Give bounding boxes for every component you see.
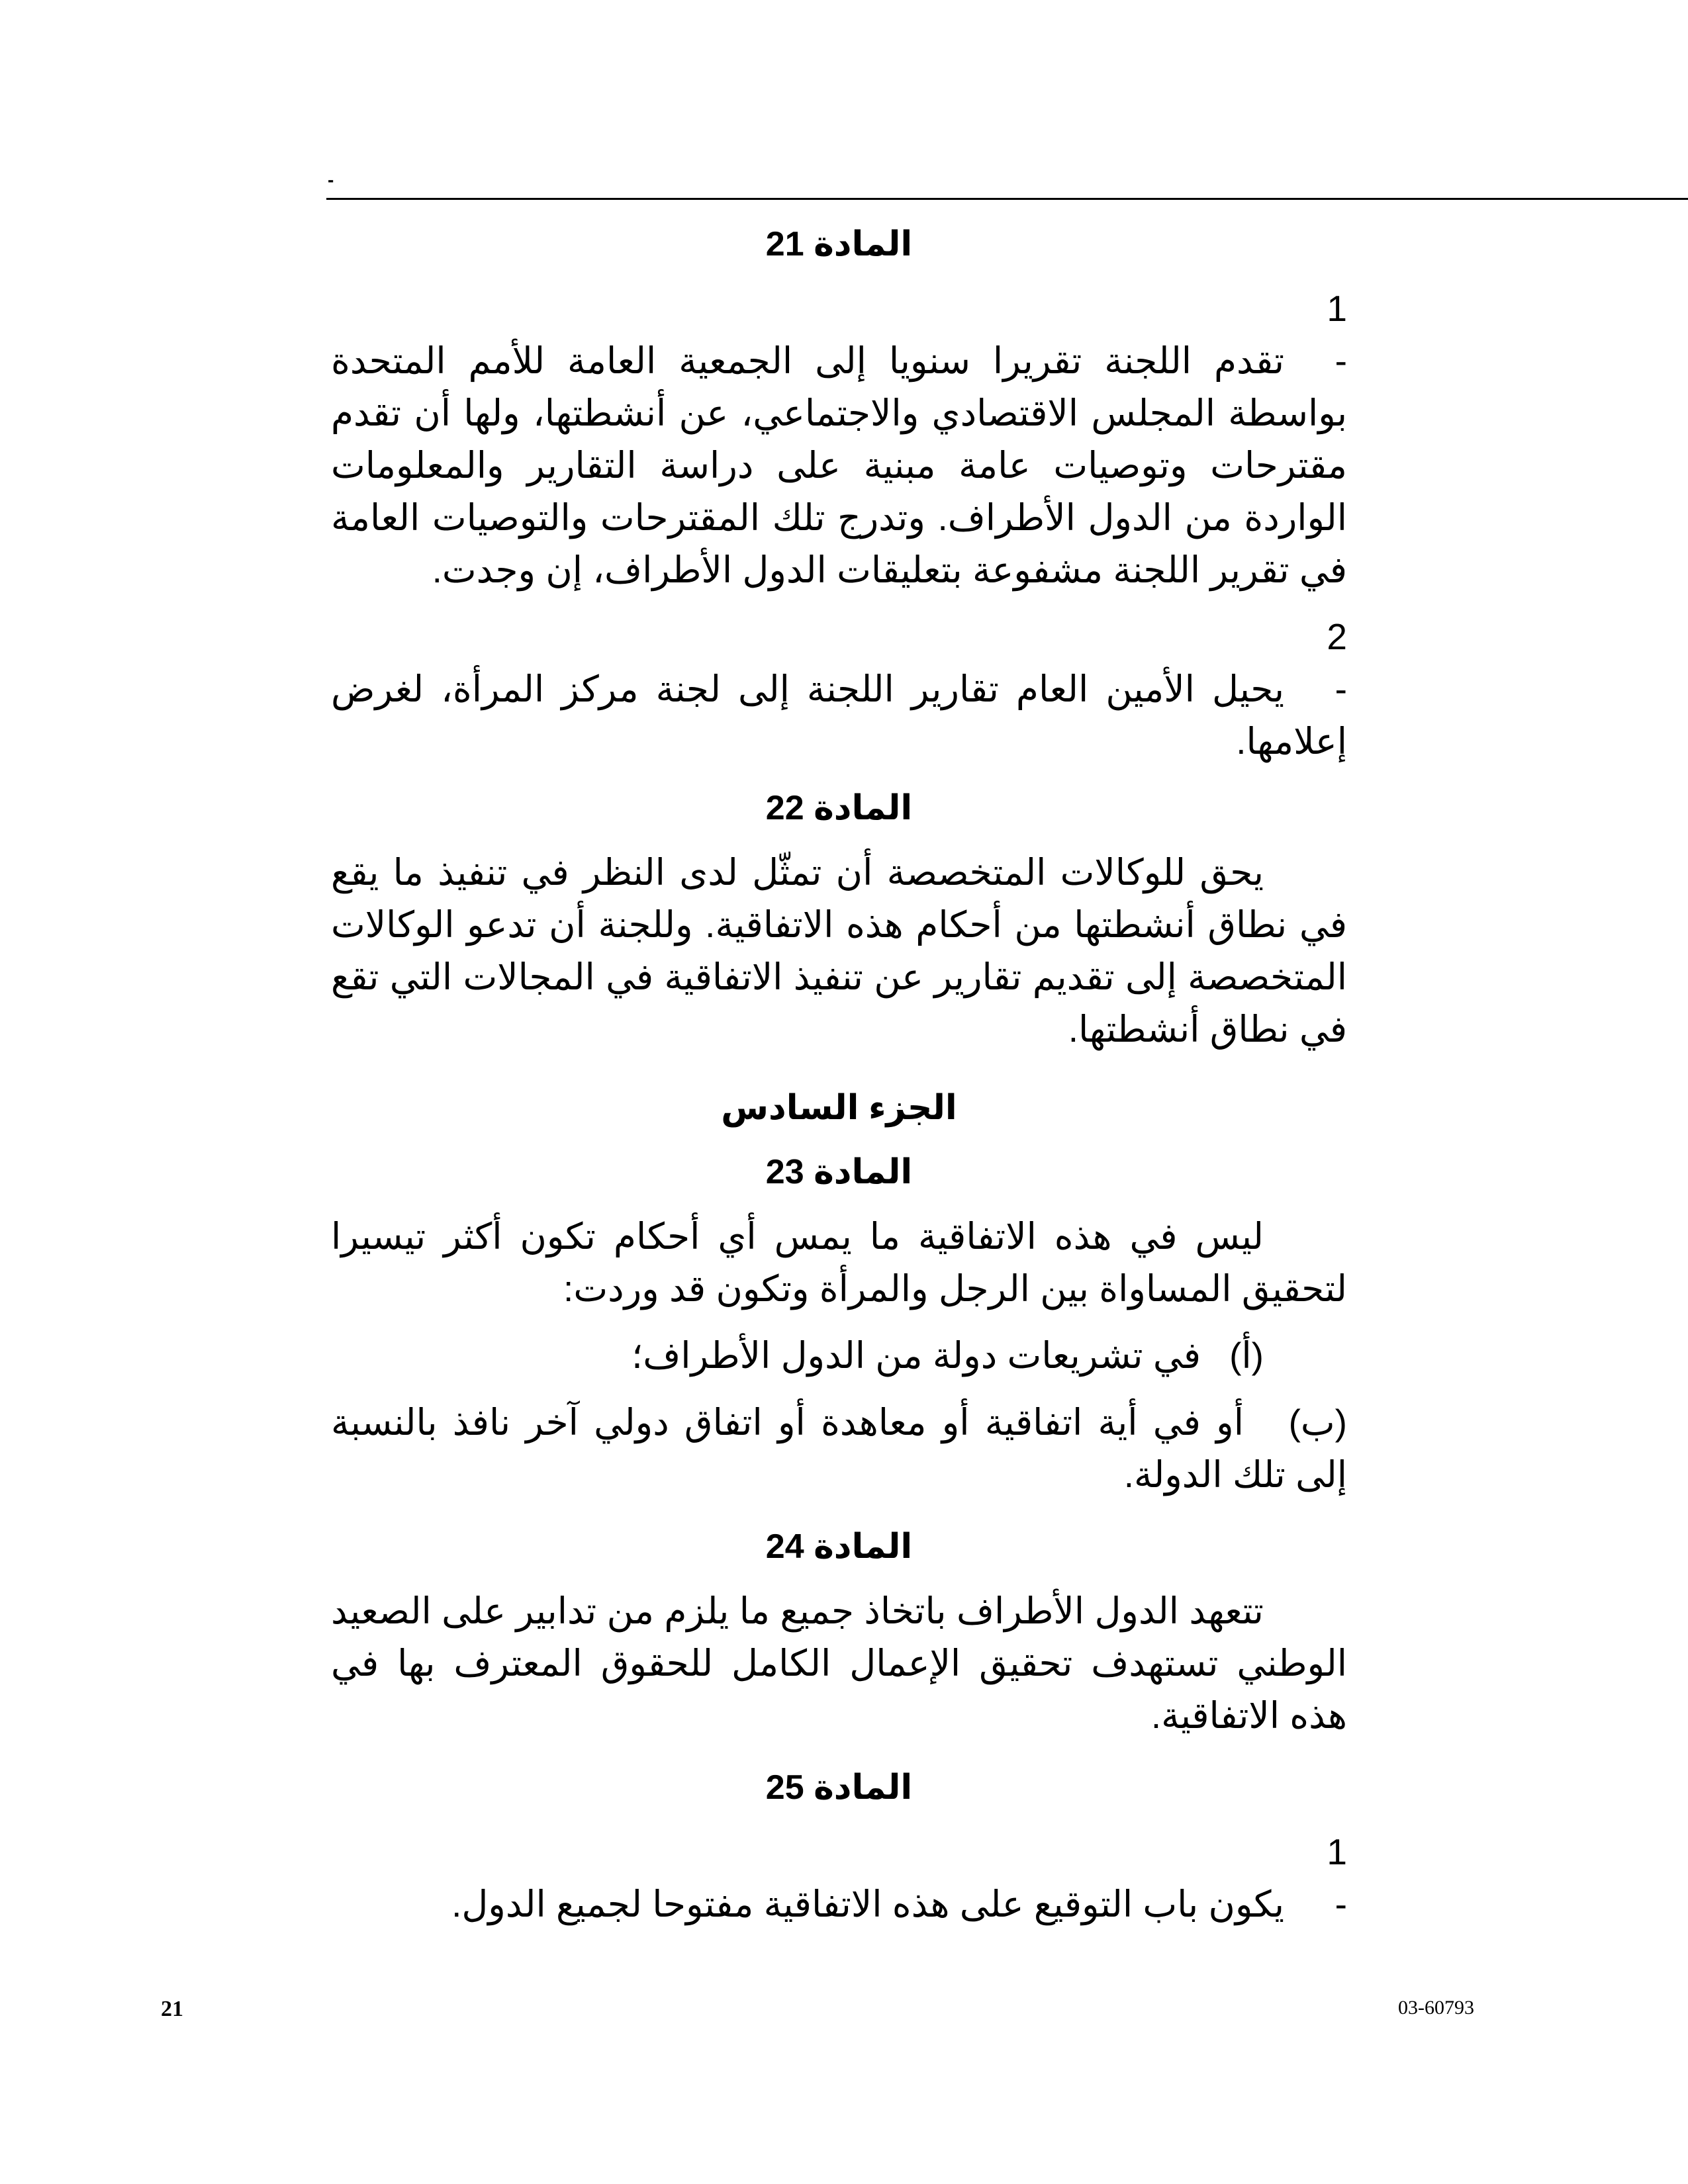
article-21-paragraph-1 (331, 283, 1347, 596)
item-text: أو في أية اتفاقية أو معاهدة أو اتفاق دولي آخر نافذ بالنسبة إلى تلك الدولة. (331, 1402, 1347, 1495)
paragraph-number: 2 - (1327, 616, 1347, 709)
paragraph-text: ليس في هذه الاتفاقية ما يمس أي أحكام تكون أكثر تيسيرا لتحقيق المساواة بين الرجل والمرأة وتكون قد وردت: (331, 1216, 1347, 1309)
item-text: في تشريعات دولة من الدول الأطراف؛ (631, 1335, 1201, 1376)
document-code: 03-60793 (1398, 1997, 1474, 2019)
paragraph-text: تقدم اللجنة تقريرا سنويا إلى الجمعية العامة للأمم المتحدة بواسطة المجلس الاقتصادي والاجتماعي، عن أنشطتها، ولها أن تقدم مقترحات وتوصيات عامة مبنية على دراسة التقارير والمعلومات الواردة من الدول الأطراف. وتدرج تلك المقترحات والتوصيات العامة في تقرير اللجنة مشفوعة بتعليقات الدول الأطراف، إن وجدت. (331, 340, 1347, 590)
page-number: 21 (161, 1997, 183, 2021)
article-23-item-a (331, 1330, 1347, 1382)
paragraph-number: 1 - (1327, 288, 1347, 381)
item-label: (أ) (1229, 1335, 1264, 1376)
article-24-paragraph (331, 1585, 1347, 1742)
paragraph-text: يحيل الأمين العام تقارير اللجنة إلى لجنة مركز المرأة، لغرض إعلامها. (331, 668, 1347, 762)
item-label: (ب) (1288, 1402, 1347, 1443)
article-23-item-b (331, 1396, 1347, 1501)
article-21-paragraph-2 (331, 611, 1347, 768)
paragraph-text: تتعهد الدول الأطراف باتخاذ جميع ما يلزم من تدابير على الصعيد الوطني تستهدف تحقيق الإعمال الكامل للحقوق المعترف بها في هذه الاتفاقية. (331, 1590, 1347, 1736)
article-22-heading: المادة 22 (765, 789, 913, 827)
document-body (331, 218, 1347, 1945)
article-23-heading: المادة 23 (765, 1153, 913, 1191)
article-24-heading: المادة 24 (765, 1527, 913, 1566)
header-mark: - (328, 169, 334, 190)
article-21-heading: المادة 21 (765, 225, 913, 263)
article-25-paragraph-1 (331, 1826, 1347, 1931)
header-rule (326, 198, 1688, 200)
part-6-heading: الجزء السادس (721, 1089, 957, 1127)
article-23-paragraph (331, 1210, 1347, 1315)
paragraph-text: يكون باب التوقيع على هذه الاتفاقية مفتوحا لجميع الدول. (451, 1884, 1284, 1925)
paragraph-number: 1 - (1327, 1831, 1347, 1925)
article-22-paragraph (331, 846, 1347, 1056)
article-25-heading: المادة 25 (765, 1768, 913, 1807)
paragraph-text: يحق للوكالات المتخصصة أن تمثّل لدى النظر في تنفيذ ما يقع في نطاق أنشطتها من أحكام هذه الاتفاقية. وللجنة أن تدعو الوكالات المتخصصة إلى تقديم تقارير عن تنفيذ الاتفاقية في المجالات التي تقع في نطاق أنشطتها. (331, 852, 1347, 1050)
